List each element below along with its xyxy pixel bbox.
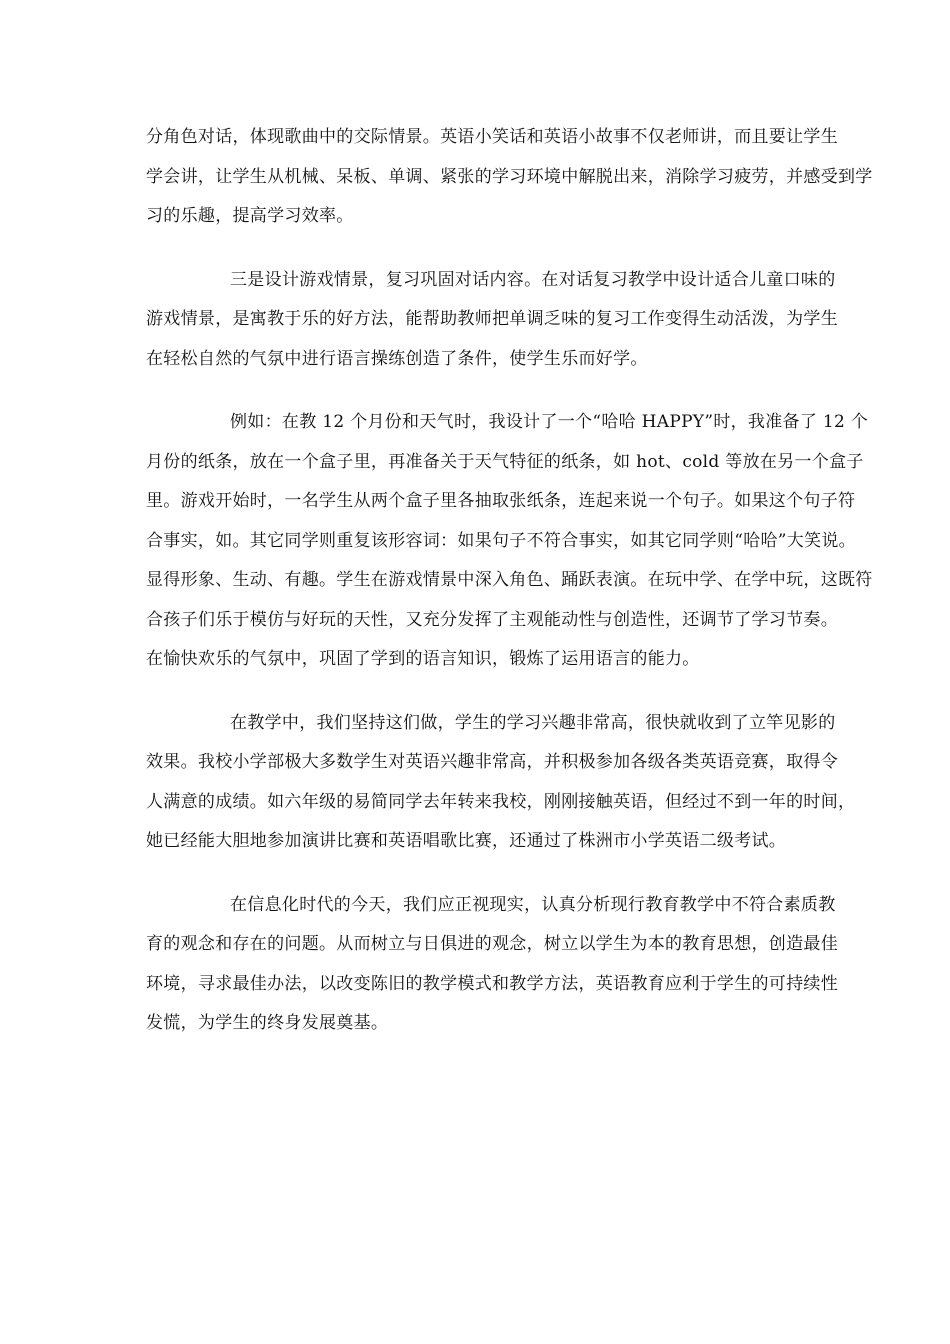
text-line: 在教学中，我们坚持这们做，学生的学习兴趣非常高，很快就收到了立竿见影的 — [230, 712, 836, 733]
text-line: 三是设计游戏情景，复习巩固对话内容。在对话复习教学中设计适合儿童口味的 — [230, 269, 836, 290]
text-line: 发慌，为学生的终身发展奠基。 — [146, 1013, 389, 1033]
text-line: 她已经能大胆地参加演讲比赛和英语唱歌比赛，还通过了株洲市小学英语二级考试。 — [146, 831, 787, 851]
text-line: 月份的纸条，放在一个盒子里，再准备关于天气特征的纸条，如 hot、cold 等放在另一个盒子 — [146, 451, 864, 472]
text-line: 分角色对话，体现歌曲中的交际情景。英语小笑话和英语小故事不仅老师讲，而且要让学生 — [146, 127, 838, 147]
text-line: 显得形象、生动、有趣。学生在游戏情景中深入角色、踊跃表演。在玩中学、在学中玩，这既符 — [146, 570, 873, 590]
text-line: 在信息化时代的今天，我们应正视现实，认真分析现行教育教学中不符合素质教 — [230, 894, 836, 915]
text-line: 效果。我校小学部极大多数学生对英语兴趣非常高，并积极参加各级各类英语竞赛，取得令 — [146, 752, 838, 772]
paragraph-results — [146, 704, 856, 862]
text-line: 人满意的成绩。如六年级的易简同学去年转来我校，刚刚接触英语，但经过不到一年的时间， — [146, 791, 856, 812]
paragraph-game-scenario — [146, 261, 838, 380]
text-line: 在愉快欢乐的气氛中，巩固了学到的语言知识，锻炼了运用语言的能力。 — [146, 649, 700, 669]
paragraph-conclusion — [146, 886, 838, 1044]
text-line: 合事实，如。其它同学则重复该形容词：如果句子不符合事实，如其它同学则“哈哈”大笑说。 — [146, 530, 856, 551]
text-line: 合孩子们乐于模仿与好玩的天性，又充分发挥了主观能动性与创造性，还调节了学习节奏。 — [146, 609, 838, 630]
text-line: 在轻松自然的气氛中进行语言操练创造了条件，使学生乐而好学。 — [146, 348, 648, 369]
paragraph-continuation — [146, 118, 873, 237]
text-line: 游戏情景，是寓教于乐的好方法，能帮助教师把单调乏味的复习工作变得生动活泼，为学生 — [146, 309, 838, 329]
paragraph-example — [146, 403, 873, 680]
text-line: 环境，寻求最佳办法，以改变陈旧的教学模式和教学方法，英语教育应利于学生的可持续性 — [146, 973, 838, 994]
text-line: 习的乐趣，提高学习效率。 — [146, 206, 354, 226]
text-line: 例如：在教 12 个月份和天气时，我设计了一个“哈哈 HAPPY”时，我准备了 12 个 — [230, 412, 869, 432]
document-body — [146, 118, 873, 1068]
text-line: 里。游戏开始时，一名学生从两个盒子里各抽取张纸条，连起来说一个句子。如果这个句子符 — [146, 491, 856, 511]
text-line: 育的观念和存在的问题。从而树立与日俱进的观念，树立以学生为本的教育思想，创造最佳 — [146, 934, 838, 954]
text-line: 学会讲，让学生从机械、呆板、单调、紧张的学习环境中解脱出来，消除学习疲劳，并感受到学 — [146, 166, 873, 187]
